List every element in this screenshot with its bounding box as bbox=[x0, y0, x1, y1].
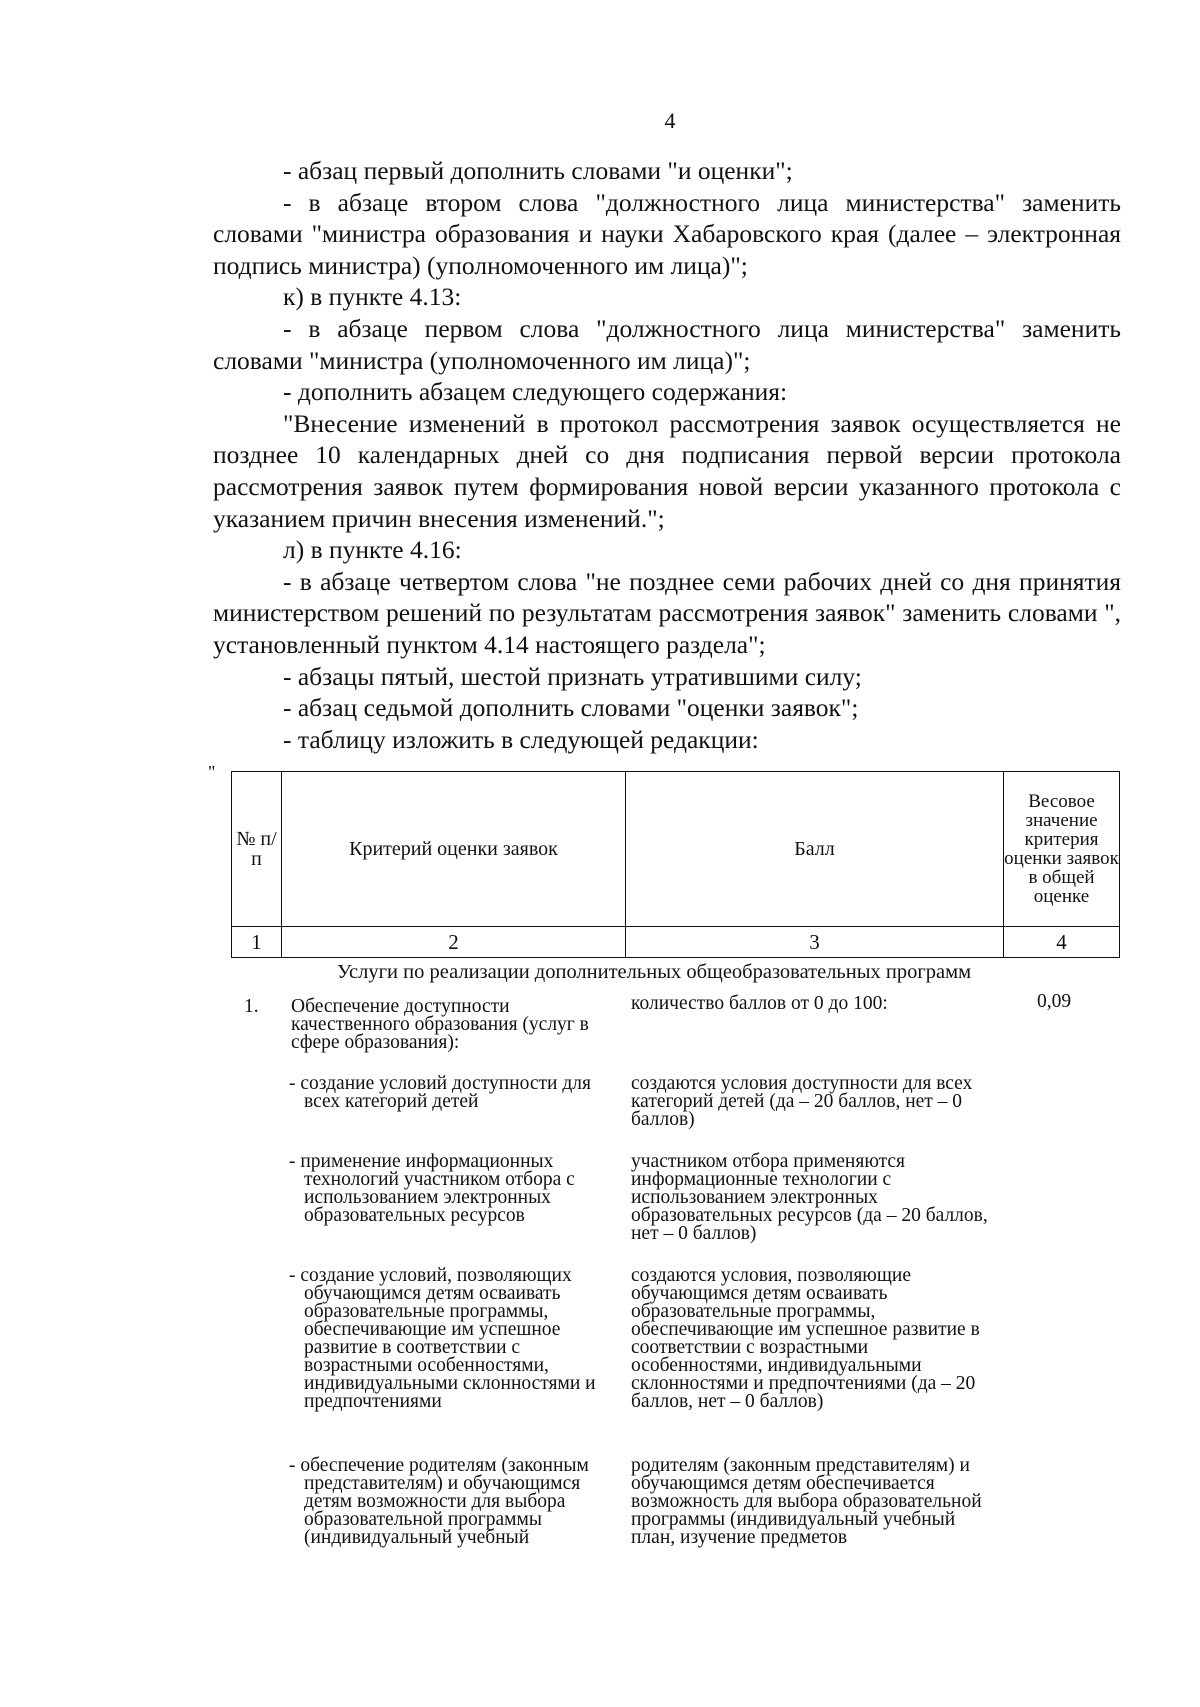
page-number: 4 bbox=[664, 108, 676, 133]
column-number: 4 bbox=[1004, 927, 1120, 958]
paragraph: - абзац первый дополнить словами "и оценки"; bbox=[283, 156, 793, 185]
criterion-name: Обеспечение доступности качественного образования (услуг в сфере образования): bbox=[291, 996, 589, 1053]
paragraph: - абзац седьмой дополнить словами "оценки заявок"; bbox=[283, 693, 859, 723]
section-heading: Услуги по реализации дополнительных общеобразовательных программ bbox=[337, 961, 972, 983]
header-num: № п/п bbox=[232, 772, 282, 927]
paragraph: к) в пункте 4.13: bbox=[283, 282, 462, 312]
paragraph: - в абзаце втором слова "должностного лица министерства" заменить словами "министра образования и науки Хабаровского края (далее – электронная подпись министра) (уполномоченного им лица)"; bbox=[213, 187, 1121, 280]
criteria-table bbox=[231, 771, 1120, 958]
paragraph: - абзацы пятый, шестой признать утратившими силу; bbox=[283, 661, 862, 691]
sub-criterion-row bbox=[231, 1075, 1119, 1153]
paragraph: "Внесение изменений в протокол рассмотрения заявок осуществляется не позднее 10 календарных дней со дня подписания первой версии протокола рассмотрения заявок путем формирования новой версии указанного протокола с указанием причин внесения изменений."; bbox=[213, 408, 1121, 533]
sub-criterion-name: - создание условий доступности для всех категорий детей bbox=[289, 1073, 591, 1112]
paragraph: - в абзаце первом слова "должностного лица министерства" заменить словами "министра (уполномоченного им лица)"; bbox=[213, 313, 1121, 375]
column-number: 1 bbox=[232, 927, 282, 958]
paragraph: - дополнить абзацем следующего содержания: bbox=[283, 377, 788, 407]
criterion-number: 1. bbox=[244, 996, 259, 1017]
sub-criterion-score: родителям (законным представителям) и обучающимся детям обеспечивается возможность для выбора образовательной программы (индивидуальный учебный план, изучение предметов bbox=[631, 1455, 982, 1548]
column-number: 2 bbox=[282, 927, 626, 958]
sub-criterion-score: участником отбора применяются информационные технологии с использованием электронных образовательных ресурсов (да – 20 баллов, нет – 0 баллов) bbox=[631, 1151, 988, 1244]
sub-criterion-score: создаются условия, позволяющие обучающимся детям осваивать образовательные программы, обеспечивающие им успешное развитие в соответствии с возрастными особенностями, индивидуальными склонностями и предпочтениями (да – 20 баллов, нет – 0 баллов) bbox=[631, 1265, 980, 1412]
criterion-row bbox=[231, 993, 1119, 1075]
sub-criterion-row bbox=[231, 1153, 1119, 1267]
column-number: 3 bbox=[626, 927, 1004, 958]
sub-criterion-name: - создание условий, позволяющих обучающимся детям осваивать образовательные программы, обеспечивающие им успешное развитие в соответствии с возрастными особенностями, индивидуальными склонностями и предпочтениями bbox=[289, 1265, 596, 1412]
body-text bbox=[213, 155, 1121, 755]
criterion-score: количество баллов от 0 до 100: bbox=[631, 993, 888, 1014]
table-number-row bbox=[232, 927, 1120, 958]
header-criterion: Критерий оценки заявок bbox=[282, 772, 626, 927]
criterion-weight: 0,09 bbox=[1037, 991, 1072, 1012]
header-weight: Весовое значение критерия оценки заявок в общей оценке bbox=[1004, 772, 1120, 927]
table-open-quote: " bbox=[208, 762, 216, 782]
sub-criterion-row bbox=[231, 1267, 1119, 1457]
sub-criterion-score: создаются условия доступности для всех категорий детей (да – 20 баллов, нет – 0 баллов) bbox=[631, 1073, 973, 1130]
sub-criterion-row bbox=[231, 1457, 1119, 1577]
criteria-list bbox=[231, 993, 1119, 1577]
sub-criterion-name: - обеспечение родителям (законным представителям) и обучающимся детям возможности для выбора образовательной программы (индивидуальный учебный bbox=[289, 1455, 589, 1548]
sub-criterion-name: - применение информационных технологий участником отбора с использованием электронных образовательных ресурсов bbox=[289, 1151, 575, 1226]
paragraph: л) в пункте 4.16: bbox=[283, 535, 462, 565]
table-header-row bbox=[232, 772, 1120, 927]
paragraph: - в абзаце четвертом слова "не позднее семи рабочих дней со дня принятия министерством решений по результатам рассмотрения заявок" заменить словами ", установленный пунктом 4.14 настоящего раздела"; bbox=[213, 566, 1121, 659]
header-score: Балл bbox=[626, 772, 1004, 927]
paragraph: - таблицу изложить в следующей редакции: bbox=[283, 724, 759, 754]
